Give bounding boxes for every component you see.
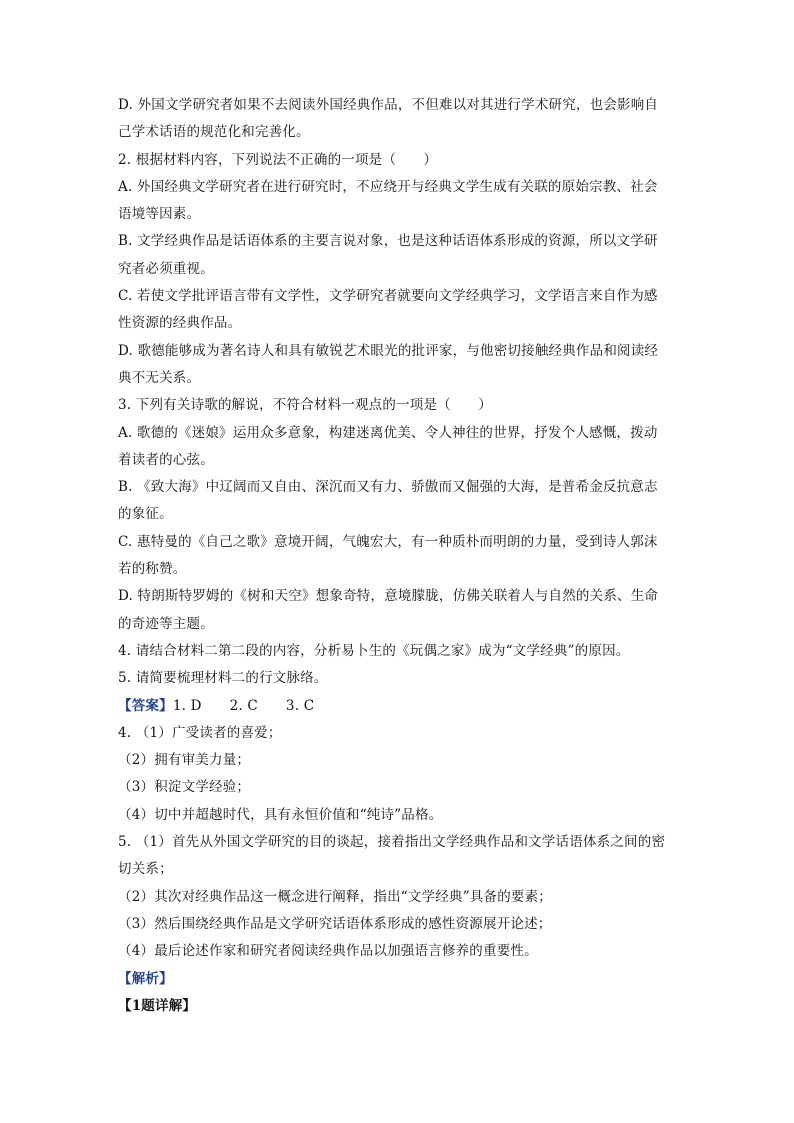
answer-line: （4）最后论述作家和研究者阅读经典作品以加强语言修养的重要性。 xyxy=(118,943,538,960)
answer-row xyxy=(118,693,678,720)
option-a: A. 外国经典文学研究者在进行研究时，不应绕开与经典文学生成有关联的原始宗教、社会 xyxy=(118,178,658,195)
question-3: 3. 下列有关诗歌的解说，不符合材料一观点的一项是（ ） xyxy=(118,397,492,414)
text-line: 语境等因素。 xyxy=(118,206,201,223)
text-line: 的象征。 xyxy=(118,506,173,523)
question-4: 4. 请结合材料二第二段的内容，分析易卜生的《玩偶之家》成为“文学经典”的原因。 xyxy=(118,642,630,659)
option-b: B. 文学经典作品是话语体系的主要言说对象，也是这种话语体系形成的资源，所以文学研 xyxy=(118,233,658,250)
text-line: D. 外国文学研究者如果不去阅读外国经典作品，不但难以对其进行学术研究，也会影响自 xyxy=(118,97,659,113)
option-d: D. 特朗斯特罗姆的《树和天空》想象奇特，意境朦胧，仿佛关联着人与自然的关系、生命 xyxy=(118,588,659,605)
answer-line: 5. （1）首先从外国文学研究的目的谈起，接着指出文学经典作品和文学话语体系之间的密 xyxy=(118,834,666,851)
answer-line: 4. （1）广受读者的喜爱； xyxy=(118,724,282,741)
option-d: D. 歌德能够成为著名诗人和具有敏锐艺术眼光的批评家，与他密切接触经典作品和阅读经 xyxy=(118,342,659,359)
option-a: A. 歌德的《迷娘》运用众多意象，构建迷离优美、令人神往的世界，抒发个人感慨，拨动 xyxy=(118,424,658,441)
answer-line: 切关系； xyxy=(118,861,173,878)
document-page xyxy=(118,92,678,1020)
answer-line: （3）积淀文学经验； xyxy=(118,779,251,796)
text-line: 典不无关系。 xyxy=(118,369,201,386)
text-line: 己学术话语的规范化和完善化。 xyxy=(118,124,310,141)
detail-label: 【1题详解】 xyxy=(118,997,197,1014)
answer-line: （2）拥有审美力量； xyxy=(118,752,251,769)
answer-label: 【答案】 xyxy=(118,697,173,714)
answer-2: 2. C xyxy=(229,697,258,714)
answer-1: 1. D xyxy=(172,697,202,714)
text-line: 着读者的心弦。 xyxy=(118,451,214,468)
answer-3: 3. C xyxy=(285,697,315,714)
answer-line: （3）然后围绕经典作品是文学研究话语体系形成的感性资源展开论述； xyxy=(118,915,552,932)
analysis-label: 【解析】 xyxy=(118,970,173,987)
question-2: 2. 根据材料内容，下列说法不正确的一项是（ ） xyxy=(118,151,438,168)
text-line: 究者必须重视。 xyxy=(118,260,214,277)
text-line: 的奇迹等主题。 xyxy=(118,615,214,632)
answer-line: （2）其次对经典作品这一概念进行阐释，指出“文学经典”具备的要素； xyxy=(118,888,552,905)
option-c: C. 若使文学批评语言带有文学性，文学研究者就要向文学经典学习，文学语言来自作为感 xyxy=(118,288,658,305)
option-b: B. 《致大海》中辽阔而又自由、深沉而又有力、骄傲而又倔强的大海，是普希金反抗意志 xyxy=(118,479,658,496)
answer-line: （4）切中并超越时代，具有永恒价值和“纯诗”品格。 xyxy=(118,806,443,823)
option-c: C. 惠特曼的《自己之歌》意境开阔，气魄宏大，有一种质朴而明朗的力量，受到诗人郭沫 xyxy=(118,533,658,550)
text-line: 性资源的经典作品。 xyxy=(118,315,242,332)
text-line: 若的称赞。 xyxy=(118,561,187,578)
question-5: 5. 请简要梳理材料二的行文脉络。 xyxy=(118,670,328,687)
